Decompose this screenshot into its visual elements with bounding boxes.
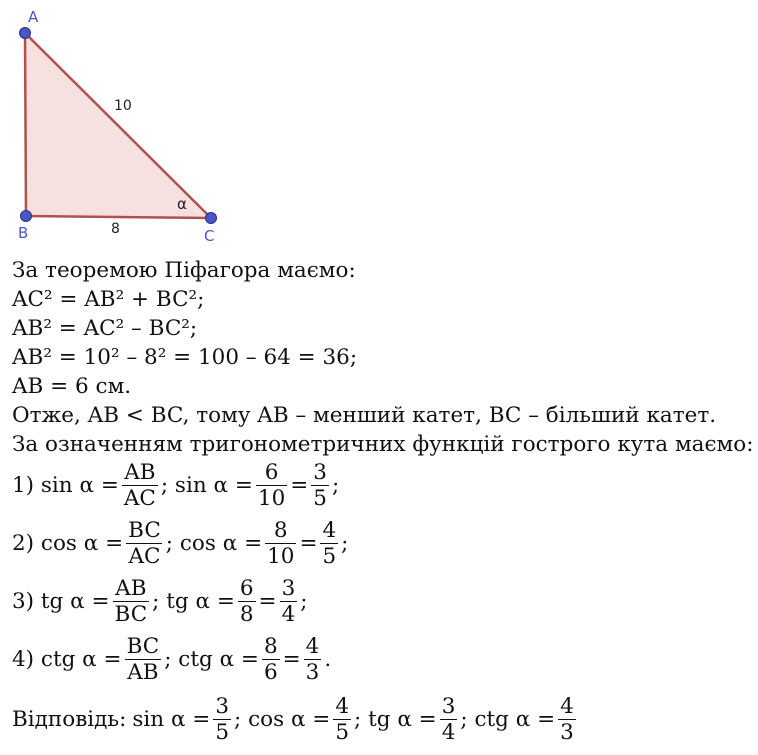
fraction xyxy=(558,694,576,745)
fraction xyxy=(213,694,231,745)
label-a: A xyxy=(28,8,39,26)
fraction xyxy=(262,634,280,685)
answer-tg: ; tg α = xyxy=(354,707,437,732)
triangle-figure xyxy=(0,0,260,250)
numerator: AB xyxy=(124,460,156,485)
equation-sin xyxy=(12,460,339,511)
numerator: 3 xyxy=(281,576,296,601)
denominator: 5 xyxy=(313,486,327,511)
numerator: 3 xyxy=(215,694,230,719)
text-line-1: За теоремою Піфагора маємо: xyxy=(12,258,356,283)
denominator: AC xyxy=(128,544,161,569)
denominator: BC xyxy=(114,602,148,627)
point-a xyxy=(20,28,31,39)
eq-sign: = xyxy=(282,647,301,672)
numerator: 8 xyxy=(263,634,278,659)
label-side-ac: 10 xyxy=(114,98,132,114)
numerator: 3 xyxy=(441,694,456,719)
label-angle-alpha: α xyxy=(177,195,187,213)
label-b: B xyxy=(18,224,29,242)
numerator: 8 xyxy=(273,518,288,543)
fraction xyxy=(265,518,296,569)
eq-mid: ; cos α = xyxy=(165,531,263,556)
denominator: 4 xyxy=(281,602,296,627)
numerator: 6 xyxy=(264,460,279,485)
point-b xyxy=(21,211,32,222)
fraction xyxy=(238,576,256,627)
fraction xyxy=(113,576,150,627)
eq-prefix: 2) cos α = xyxy=(12,531,124,556)
label-side-bc: 8 xyxy=(111,221,120,237)
numerator: AB xyxy=(115,576,147,601)
fraction xyxy=(320,518,338,569)
denominator: 10 xyxy=(267,544,295,569)
denominator: 8 xyxy=(239,602,254,627)
numerator: BC xyxy=(128,518,161,543)
denominator: AC xyxy=(123,486,156,511)
eq-prefix: 3) tg α = xyxy=(12,589,110,614)
denominator: 4 xyxy=(441,720,456,745)
numerator: BC xyxy=(126,634,160,659)
eq-mid: ; ctg α = xyxy=(164,647,259,672)
fraction xyxy=(256,460,287,511)
eq-end: ; xyxy=(341,531,349,556)
text-line-7: За означенням тригонометричних функцій гострого кута маємо: xyxy=(12,432,754,457)
fraction xyxy=(126,518,163,569)
answer-ctg: ; ctg α = xyxy=(460,707,556,732)
eq-mid: ; sin α = xyxy=(160,473,253,498)
denominator: 3 xyxy=(560,720,574,745)
denominator: 5 xyxy=(335,720,350,745)
answer-label: Відповідь: xyxy=(12,707,127,732)
text-line-4: AB² = 10² – 8² = 100 – 64 = 36; xyxy=(12,345,358,370)
fraction xyxy=(122,460,158,511)
fraction xyxy=(440,694,458,745)
eq-sign: = xyxy=(290,473,309,498)
eq-sign: = xyxy=(299,531,318,556)
eq-end: . xyxy=(324,647,332,672)
answer-sin: sin α = xyxy=(132,707,211,732)
equation-tg xyxy=(12,576,308,627)
eq-prefix: 1) sin α = xyxy=(12,473,119,498)
eq-mid: ; tg α = xyxy=(152,589,235,614)
eq-sign: = xyxy=(258,589,277,614)
denominator: 5 xyxy=(215,720,230,745)
eq-prefix: 4) ctg α = xyxy=(12,647,122,672)
denominator: 3 xyxy=(305,660,320,685)
label-c: C xyxy=(204,227,215,245)
text-line-5: AB = 6 см. xyxy=(12,374,132,399)
denominator: 6 xyxy=(263,660,278,685)
solution-text xyxy=(12,256,753,459)
fraction xyxy=(125,634,162,685)
numerator: 4 xyxy=(305,634,320,659)
fraction xyxy=(333,694,351,745)
text-line-2: AC² = AB² + BC²; xyxy=(12,287,205,312)
answer-cos: ; cos α = xyxy=(234,707,331,732)
denominator: 5 xyxy=(322,544,337,569)
numerator: 4 xyxy=(335,694,350,719)
denominator: AB xyxy=(127,660,159,685)
eq-end: ; xyxy=(300,589,308,614)
eq-end: ; xyxy=(331,473,340,498)
numerator: 4 xyxy=(560,694,574,719)
equation-cos xyxy=(12,518,348,569)
fraction xyxy=(304,634,322,685)
numerator: 6 xyxy=(239,576,254,601)
numerator: 4 xyxy=(322,518,337,543)
fraction xyxy=(311,460,329,511)
denominator: 10 xyxy=(257,486,286,511)
text-line-3: AB² = AC² – BC²; xyxy=(12,316,198,341)
equation-ctg xyxy=(12,634,331,685)
numerator: 3 xyxy=(313,460,327,485)
text-line-6: Отже, AB < BC, тому AB – менший катет, BC – більший катет. xyxy=(12,403,717,428)
point-c xyxy=(206,213,217,224)
fraction xyxy=(280,576,298,627)
triangle-abc xyxy=(25,33,211,218)
answer-line xyxy=(12,694,579,745)
